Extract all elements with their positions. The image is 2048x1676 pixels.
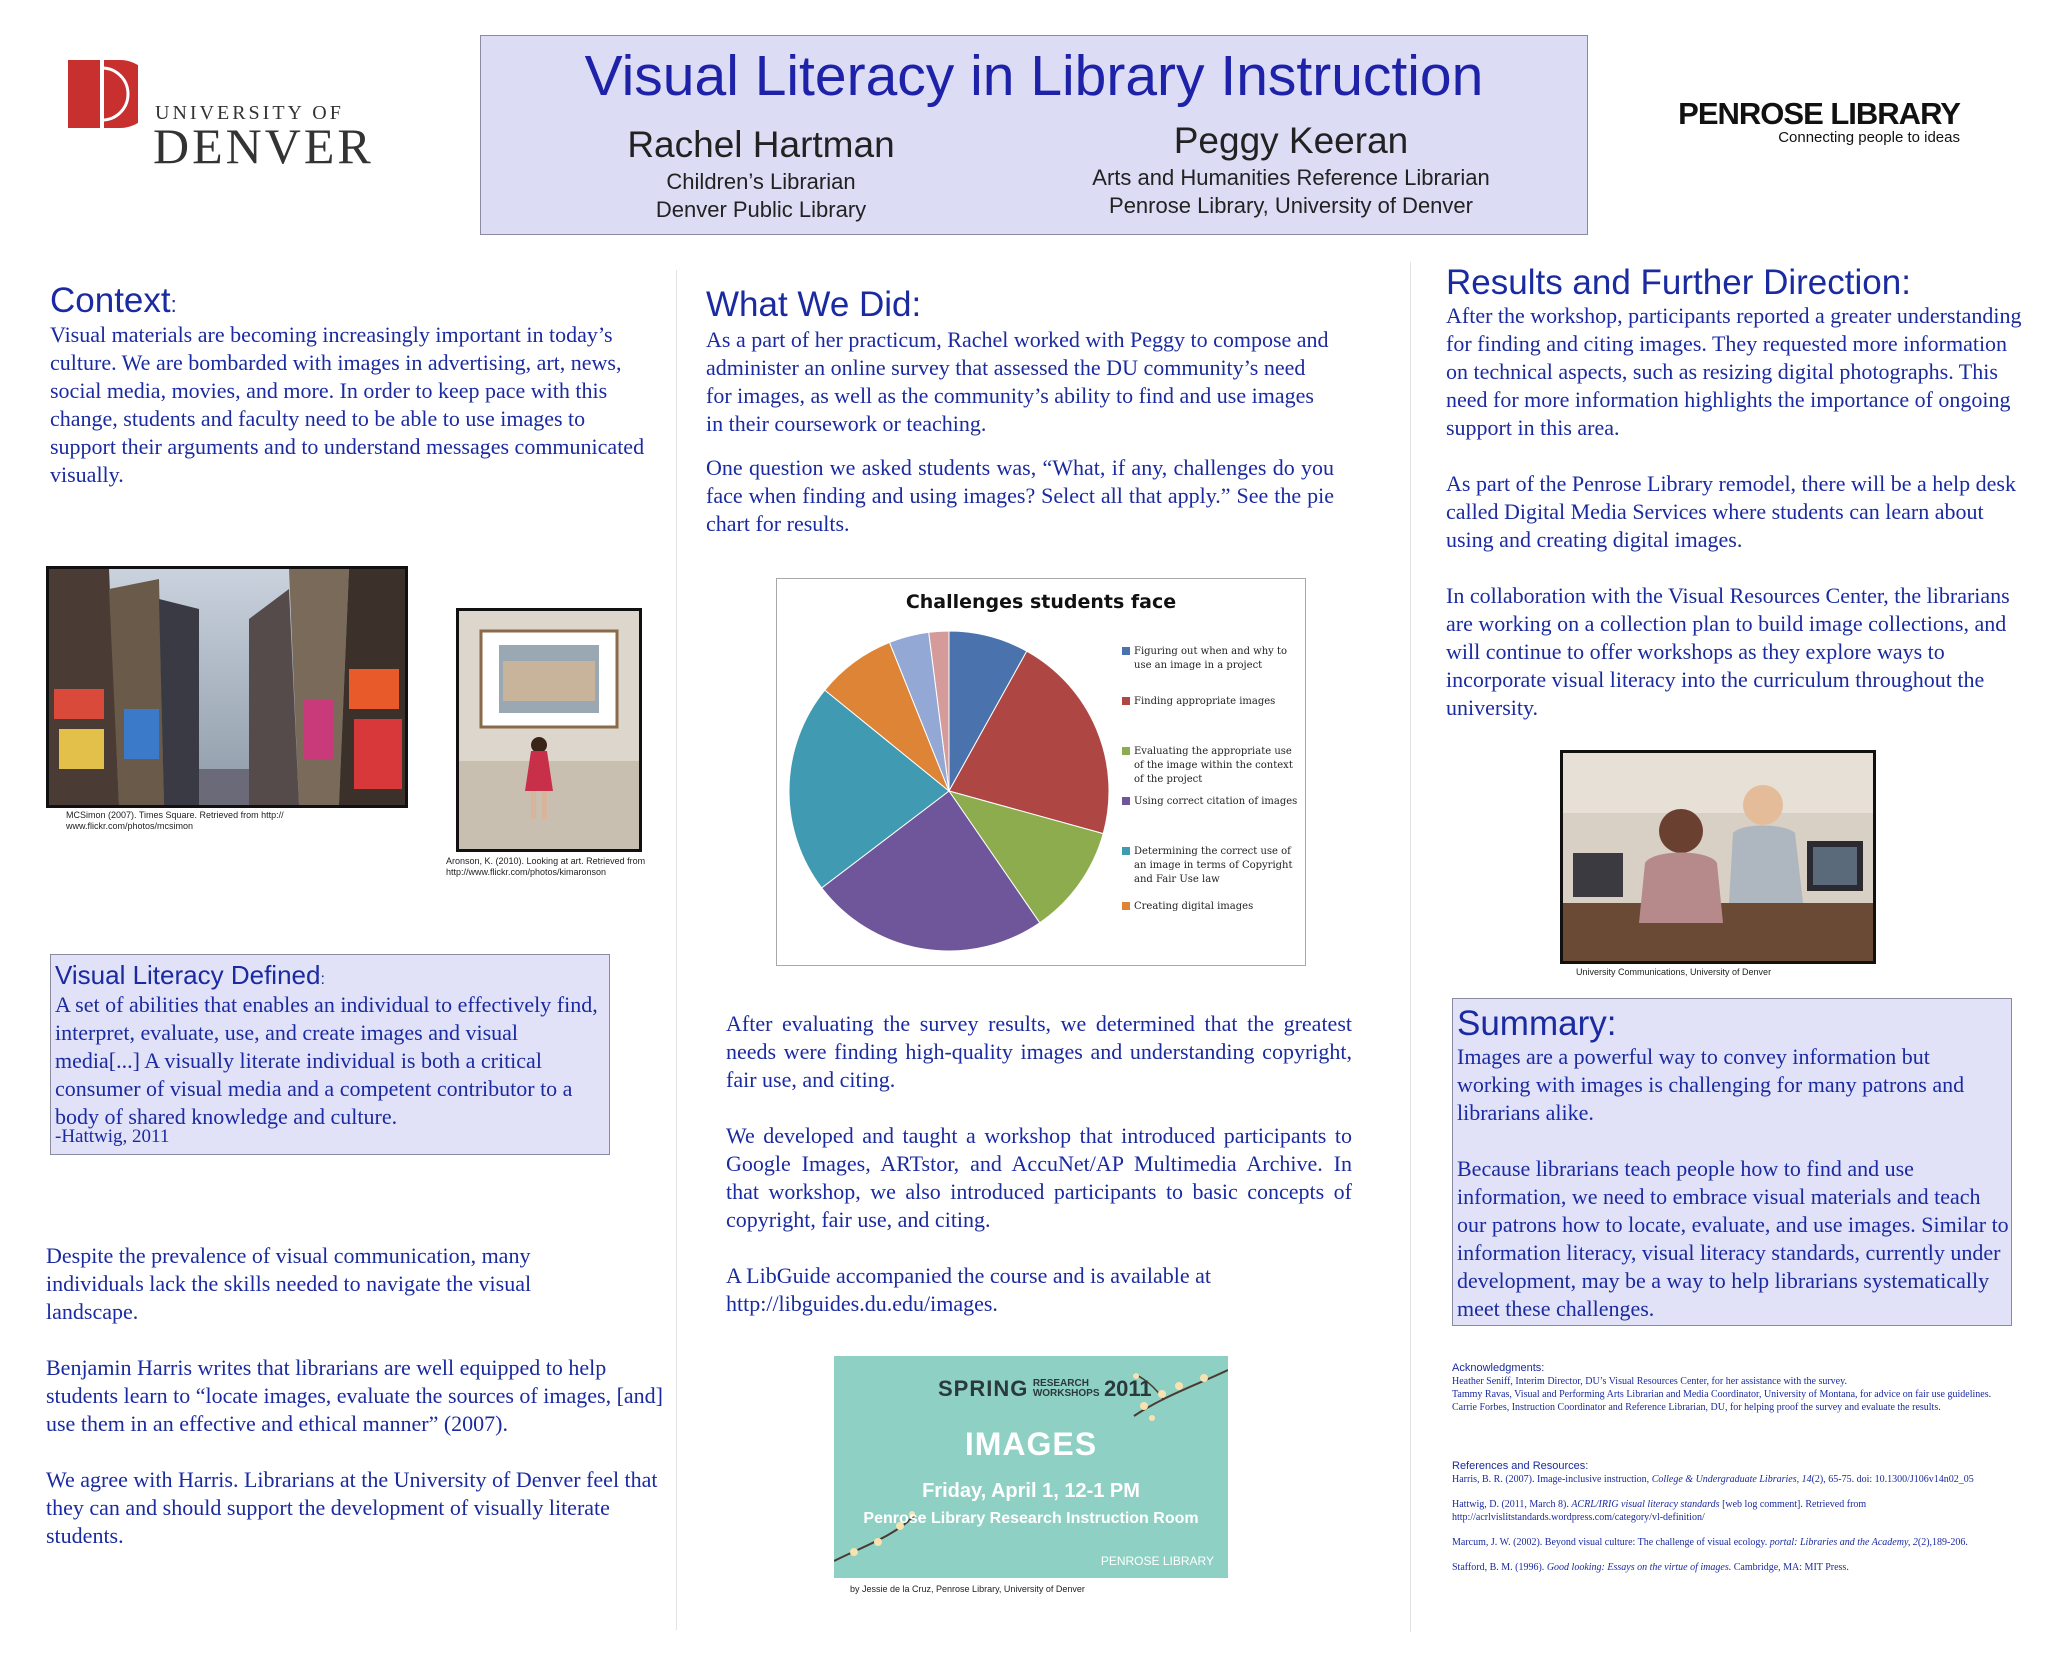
poster-title: Visual Literacy in Library Instruction bbox=[584, 44, 1484, 108]
flyer-research-workshops bbox=[1033, 1379, 1100, 1399]
acknowledgments bbox=[1452, 1362, 1992, 1414]
ref3-b: portal: Libraries and the Academy, 2 bbox=[1769, 1537, 1918, 1548]
chart-title: Challenges students face bbox=[905, 591, 1177, 613]
legend-label: Creating digital images bbox=[1134, 901, 1254, 912]
summary-box bbox=[1452, 998, 2012, 1326]
pie-chart bbox=[776, 578, 1306, 966]
legend-swatch bbox=[1122, 797, 1130, 805]
ref4-c: Cambridge, MA: MIT Press. bbox=[1731, 1562, 1849, 1573]
penrose-logo-name: PENROSE LIBRARY bbox=[1678, 96, 1960, 131]
flyer-workshops: WORKSHOPS bbox=[1032, 1388, 1100, 1399]
times-square-image-icon bbox=[49, 569, 405, 805]
looking-at-art-photo bbox=[456, 608, 642, 852]
author-2-role: Arts and Humanities Reference Librarian bbox=[1092, 165, 1490, 190]
times-square-photo bbox=[46, 566, 408, 808]
results-p1: After the workshop, participants reported a greater understanding for finding and citing images. They requested more information on technical aspects, such as resizing digital photographs. This need for more information highlights the importance of ongoing support in this area. bbox=[1446, 303, 2022, 440]
ack-item: Tammy Ravas, Visual and Performing Arts Librarian and Media Coordinator, University of Montana, for advice on fair use guidelines. bbox=[1452, 1389, 1992, 1400]
definition-text: A set of abilities that enables an individual to effectively find, interpret, evaluate, use, and create images and visual media[...] A visually literate individual is both a critical consumer of visual media and a competent contributor to a body of shared knowledge and culture. bbox=[55, 992, 598, 1129]
left-bottom-p3: We agree with Harris. Librarians at the University of Denver feel that they can and should support the development of visually literate students. bbox=[46, 1467, 658, 1548]
ack-item: Carrie Forbes, Instruction Coordinator and Reference Librarian, DU, for helping proof the survey and evaluate the results. bbox=[1452, 1402, 1941, 1413]
legend-label: Finding appropriate images bbox=[1134, 696, 1276, 707]
what-we-did-heading: What We Did: bbox=[706, 285, 922, 324]
context-text: Visual materials are becoming increasingly important in today’s culture. We are bombarded with images in advertising, art, news, social media, movies, and more. In order to keep pace with this change, students and faculty need to be able to use images to support their arguments and to understand messages communicated visually. bbox=[50, 322, 645, 487]
legend-label: Using correct citation of images bbox=[1134, 796, 1298, 807]
students-photo-caption: University Communications, University of Denver bbox=[1576, 967, 1772, 977]
legend-label: Determining the correct use of an image in terms of Copyright and Fair Use law bbox=[1134, 846, 1293, 885]
penrose-logo-tagline: Connecting people to ideas bbox=[1778, 129, 1960, 146]
ref3-a: Marcum, J. W. (2002). Beyond visual culture: The challenge of visual ecology. bbox=[1452, 1537, 1770, 1548]
results-p2: As part of the Penrose Library remodel, there will be a help desk called Digital Media Services where students can learn about using and creating digital images. bbox=[1446, 471, 2016, 552]
du-logo bbox=[68, 58, 374, 174]
ref4-b: Good looking: Essays on the virtue of images. bbox=[1546, 1562, 1732, 1573]
legend-swatch bbox=[1122, 647, 1130, 655]
what-we-did-p5b: http://libguides.du.edu/images. bbox=[726, 1291, 998, 1316]
ref1-b: College & Undergraduate Libraries, 14 bbox=[1651, 1474, 1812, 1485]
references bbox=[1452, 1460, 1992, 1574]
author-1-org: Denver Public Library bbox=[655, 197, 867, 222]
flyer-year: 2011 bbox=[1103, 1376, 1152, 1401]
legend-label: Evaluating the appropriate use of the image within the context of the project bbox=[1134, 746, 1293, 785]
ref2-c: [web log comment]. Retrieved from http://acrlvislitstandards.wordpress.com/category/vl-definition/ bbox=[1452, 1499, 1867, 1523]
author-1-name: Rachel Hartman bbox=[627, 124, 895, 165]
times-square-caption: MCSimon (2007). Times Square. Retrieved from http:// www.flickr.com/photos/mcsimon bbox=[66, 810, 284, 831]
reference-item bbox=[1452, 1473, 1992, 1486]
reference-item bbox=[1452, 1498, 1992, 1524]
flyer-title: IMAGES bbox=[964, 1426, 1098, 1462]
flyer-spring: SPRING bbox=[938, 1376, 1029, 1401]
author-2-name: Peggy Keeran bbox=[1173, 120, 1409, 161]
students-photo bbox=[1560, 750, 1876, 964]
flyer-research: RESEARCH bbox=[1032, 1378, 1089, 1389]
author-2-org: Penrose Library, University of Denver bbox=[1109, 193, 1473, 218]
author-1 bbox=[581, 122, 941, 224]
summary-p2: Because librarians teach people how to find and use information, we need to embrace visual materials and teach our patrons how to locate, evaluate, and use images. Similar to information literacy, visual literacy standards, currently under development, may be a way to help librarians systematically meet these challenges. bbox=[1457, 1156, 2009, 1321]
legend-swatch bbox=[1122, 747, 1130, 755]
summary-p1: Images are a powerful way to convey information but working with images is challenging for many patrons and librarians alike. bbox=[1457, 1044, 1965, 1125]
references-heading: References and Resources: bbox=[1452, 1460, 1589, 1472]
author-2 bbox=[1061, 118, 1521, 220]
flyer-room: Penrose Library Research Instruction Room bbox=[863, 1510, 1199, 1527]
what-we-did-p1: As a part of her practicum, Rachel worked with Peggy to compose and administer an online survey that assessed the DU community’s need for images, as well as the community’s ability to find and use images in their coursework or teaching. bbox=[706, 327, 1329, 436]
definition-box bbox=[50, 954, 610, 1155]
legend-swatch bbox=[1122, 697, 1130, 705]
flyer-date: Friday, April 1, 12-1 PM bbox=[922, 1480, 1140, 1502]
results-p3: In collaboration with the Visual Resources Center, the librarians are working on a collection plan to build image collections, and will continue to offer workshops as they explore ways to incorporate visual literacy into the curriculum throughout the university. bbox=[1446, 583, 2010, 720]
definition-heading-text: Visual Literacy Defined bbox=[55, 960, 321, 990]
workshop-flyer bbox=[834, 1356, 1228, 1578]
flyer-caption: by Jessie de la Cruz, Penrose Library, University of Denver bbox=[850, 1584, 1085, 1594]
context-heading-suffix: : bbox=[170, 292, 177, 317]
ref1-a: Harris, B. R. (2007). Image-inclusive instruction, bbox=[1452, 1474, 1652, 1485]
author-1-role: Children’s Librarian bbox=[666, 169, 856, 194]
ref2-b: ACRL/IRIG visual literacy standards bbox=[1571, 1499, 1720, 1510]
what-we-did-p2: One question we asked students was, “What, if any, challenges do you face when finding and using images? Select all that apply.” See the pie chart for results. bbox=[706, 455, 1334, 536]
column-divider-2 bbox=[1410, 262, 1411, 1632]
summary-heading: Summary: bbox=[1457, 1004, 1617, 1043]
du-logo-mark-icon bbox=[68, 58, 138, 130]
context-heading-text: Context bbox=[50, 281, 171, 320]
legend-label: Figuring out when and why to use an image in a project bbox=[1134, 646, 1288, 671]
what-we-did-p5a: A LibGuide accompanied the course and is available at bbox=[726, 1263, 1212, 1288]
column-divider-1 bbox=[676, 270, 677, 1630]
reference-item bbox=[1452, 1561, 1992, 1574]
ack-item: Heather Seniff, Interim Director, DU’s Visual Resources Center, for her assistance with the survey. bbox=[1452, 1376, 1847, 1387]
du-logo-line1: UNIVERSITY OF bbox=[155, 102, 344, 124]
flyer-brand: PENROSE LIBRARY bbox=[1100, 1554, 1214, 1568]
ref3-c: (2),189-206. bbox=[1917, 1537, 1968, 1548]
ref4-a: Stafford, B. M. (1996). bbox=[1452, 1562, 1547, 1573]
what-we-did-p4: We developed and taught a workshop that introduced participants to Google Images, ARTstor, and AccuNet/AP Multimedia Archive. In that workshop, we also introduced participants to basic concepts of copyright, fair use, and citing. bbox=[726, 1123, 1352, 1232]
left-bottom-p1: Despite the prevalence of visual communication, many individuals lack the skills needed to navigate the visual landscape. bbox=[46, 1243, 532, 1324]
students-image-icon bbox=[1563, 753, 1873, 961]
legend-swatch bbox=[1122, 902, 1130, 910]
looking-at-art-caption: Aronson, K. (2010). Looking at art. Retrieved from http://www.flickr.com/photos/kimaronson bbox=[446, 856, 646, 877]
reference-item bbox=[1452, 1536, 1992, 1549]
legend-swatch bbox=[1122, 847, 1130, 855]
results-heading: Results and Further Direction: bbox=[1446, 263, 1911, 302]
acknowledgments-heading: Acknowledgments: bbox=[1452, 1362, 1545, 1374]
penrose-logo bbox=[1670, 98, 1960, 146]
du-logo-line2: DENVER bbox=[153, 118, 374, 174]
ref2-a: Hattwig, D. (2011, March 8). bbox=[1452, 1499, 1572, 1510]
flyer-header bbox=[938, 1376, 1152, 1402]
looking-at-art-image-icon bbox=[459, 611, 639, 849]
ref1-c: (2), 65-75. doi: 10.1300/J106v14n02_05 bbox=[1811, 1474, 1974, 1485]
what-we-did-p3: After evaluating the survey results, we determined that the greatest needs were finding high-quality images and understanding copyright, fair use, and citing. bbox=[726, 1011, 1352, 1092]
context-heading bbox=[50, 280, 177, 326]
left-bottom-p2: Benjamin Harris writes that librarians are well equipped to help students learn to “locate images, evaluate the sources of images, [and] use them in an effective and ethical manner” (2007). bbox=[46, 1355, 663, 1436]
definition-attribution: -Hattwig, 2011 bbox=[55, 1126, 170, 1147]
title-box bbox=[480, 35, 1588, 235]
definition-heading-suffix: : bbox=[320, 971, 325, 988]
